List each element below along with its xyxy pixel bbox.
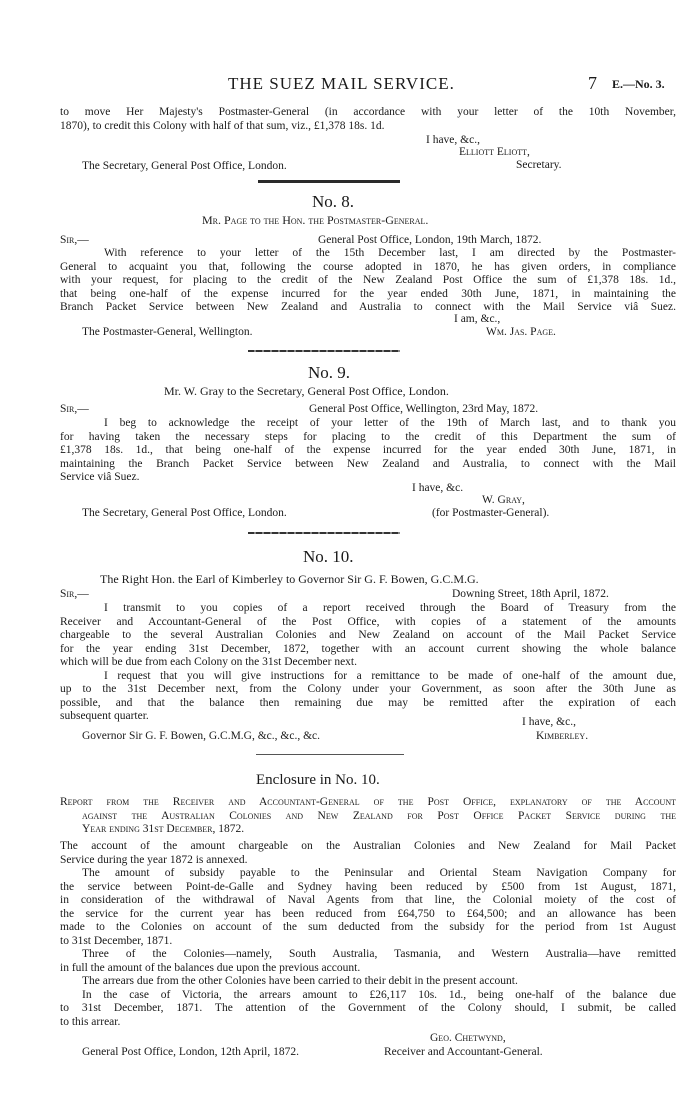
text-line: the service between Point-de-Galle and Sydney having been reduced by £500 from 1st August, 1871, xyxy=(60,880,676,893)
text-line: to 31st December, 1871. The attention of the Government of the Colony should, I submit, be called xyxy=(60,1002,676,1014)
text-line: to this arrear. xyxy=(60,1015,121,1028)
text-line: Year ending 31st December, 1872. xyxy=(82,823,245,835)
letter-number: No. 8. xyxy=(312,192,355,211)
letter-body xyxy=(60,602,676,724)
text-line: chargeable to the several Australian Colonies and New Zealand on account of the Mail Packet Service xyxy=(60,629,676,641)
signer: Wm. Jas. Page. xyxy=(486,326,556,338)
letter-body xyxy=(60,417,676,485)
text-line: to move Her Majesty's Postmaster-General (in accordance with your letter of the 10th November, xyxy=(60,106,676,118)
enclosure-title: Enclosure in No. 10. xyxy=(256,772,380,788)
place-date: General Post Office, London, 12th April, 1872. xyxy=(82,1046,299,1058)
closing: I have, &c. xyxy=(412,482,464,494)
signer: Geo. Chetwynd, xyxy=(430,1032,506,1044)
letter-heading: Mr. W. Gray to the Secretary, General Post Office, London. xyxy=(164,384,449,398)
text-line: in consideration of the withdrawal of Naval Agents from that line, the Colonial moiety of the cost of xyxy=(60,894,676,906)
text-line: Receiver and Accountant-General of the Post Office, with copies of a statement of the amounts xyxy=(60,615,676,628)
text-line: 1870), to credit this Colony with half of that sum, viz., £1,378 18s. 1d. xyxy=(60,119,385,132)
text-line: The account of the amount chargeable on the Australian Colonies and New Zealand for Mail Packet xyxy=(60,840,676,852)
text-line: possible, and that the balance then remaining due may be remitted after the expiration of each xyxy=(60,696,676,709)
text-line: I request that you will give instructions for a remittance to be made of one-half of the amount due, xyxy=(104,669,676,682)
report-title xyxy=(60,796,676,837)
letter-number: No. 10. xyxy=(303,547,354,566)
signer: Kimberley. xyxy=(536,730,589,742)
closing: I have, &c., xyxy=(522,716,576,728)
letter-body xyxy=(60,247,676,315)
addressee: The Secretary, General Post Office, London. xyxy=(82,160,287,172)
text-line: The amount of subsidy payable to the Peninsular and Oriental Steam Navigation Company for xyxy=(82,867,676,879)
text-line: made to the Colonies on account of the sum deducted from the subsidy for the period from 1st August xyxy=(60,921,676,933)
text-line: I transmit to you copies of a report received through the Board of Treasury from the xyxy=(104,602,676,614)
closing: I am, &c., xyxy=(454,313,501,325)
text-line: General to acquaint you that, following the course adopted in 1870, he has given orders, in compliance xyxy=(60,260,676,273)
text-line: the service for the current year has been reduced from £64,750 to £64,500; and an allowance has been xyxy=(60,907,676,920)
text-line: maintaining the Branch Packet Service between New Zealand and Australia, to connect with the Mail xyxy=(60,457,676,470)
salutation: Sir,— xyxy=(60,234,89,246)
salutation: Sir,— xyxy=(60,588,89,600)
text-line: Service viâ Suez. xyxy=(60,471,140,483)
section-divider xyxy=(256,754,404,755)
letter-heading: Mr. Page to the Hon. the Postmaster-General. xyxy=(202,213,429,227)
text-line: that being one-half of the expense incurred for the year ended 30th June, 1871, in maintaining the xyxy=(60,287,676,300)
text-line: Three of the Colonies—namely, South Australia, Tasmania, and Western Australia—have remitted xyxy=(82,948,676,960)
letter-heading: The Right Hon. the Earl of Kimberley to Governor Sir G. F. Bowen, G.C.M.G. xyxy=(100,572,479,586)
text-line: in full the amount of the balances due upon the previous account. xyxy=(60,961,361,974)
text-line: Report from the Receiver and Accountant-General of the Post Office, explanatory of the Account xyxy=(60,796,676,808)
place-date: General Post Office, London, 19th March, 1872. xyxy=(318,234,542,246)
addressee: The Secretary, General Post Office, London. xyxy=(82,507,287,519)
text-line: with your request, for placing to the credit of the New Zealand Post Office the sum of £1,378 18s. 1d., xyxy=(60,274,676,286)
place-date: Downing Street, 18th April, 1872. xyxy=(452,588,609,600)
signer: W. Gray, xyxy=(482,494,525,506)
report-body xyxy=(60,840,676,1029)
section-divider xyxy=(248,350,400,352)
signer-title: (for Postmaster-General). xyxy=(432,507,550,519)
text-line: Service during the year 1872 is annexed. xyxy=(60,853,248,866)
text-line: The arrears due from the other Colonies have been carried to their debit in the present account. xyxy=(82,975,518,987)
text-line: In the case of Victoria, the arrears amount to £26,117 10s. 1d., being one-half of the balance due xyxy=(82,988,676,1001)
addressee: The Postmaster-General, Wellington. xyxy=(82,326,253,338)
page-number: 7 xyxy=(588,73,597,93)
text-line: against the Australian Colonies and New Zealand for Post Office Packet Service during the xyxy=(82,809,676,822)
signer: Elliott Eliott, xyxy=(459,146,530,158)
letter-number: No. 9. xyxy=(308,363,351,382)
text-line: for having taken the necessary steps for placing to the credit of this Department the sum of xyxy=(60,430,676,443)
addressee: Governor Sir G. F. Bowen, G.C.M.G, &c., &c., &c. xyxy=(82,730,321,742)
closing: I have, &c., xyxy=(426,134,480,146)
text-line: for the year ending 31st December, 1872, together with an account current showing the whole balance xyxy=(60,642,676,655)
salutation: Sir,— xyxy=(60,403,89,415)
text-line: up to the 31st December next, from the Colony under your Government, as soon after the 30th June as xyxy=(60,683,676,695)
text-line: to 31st December, 1871. xyxy=(60,934,173,947)
section-divider xyxy=(258,180,400,183)
text-line: With reference to your letter of the 15th December last, I am directed by the Postmaster- xyxy=(104,247,676,259)
text-line: I beg to acknowledge the receipt of your letter of the 19th of March last, and to thank you xyxy=(104,417,676,429)
place-date: General Post Office, Wellington, 23rd May, 1872. xyxy=(309,403,539,415)
page-title: THE SUEZ MAIL SERVICE. xyxy=(228,74,455,93)
signer-title: Receiver and Accountant-General. xyxy=(384,1046,543,1058)
intro-text xyxy=(60,106,676,133)
text-line: subsequent quarter. xyxy=(60,710,149,722)
text-line: Branch Packet Service between New Zealand and Australia to connect with the Mail Service viâ Suez. xyxy=(60,301,676,313)
signer-title: Secretary. xyxy=(516,159,562,171)
text-line: £1,378 18s. 1d., that being one-half of the expense incurred for the year ended 30th June, 1871, in xyxy=(60,444,676,456)
text-line: which will be due from each Colony on the 31st December next. xyxy=(60,656,358,668)
section-divider xyxy=(248,532,400,534)
document-reference: E.—No. 3. xyxy=(612,77,665,91)
